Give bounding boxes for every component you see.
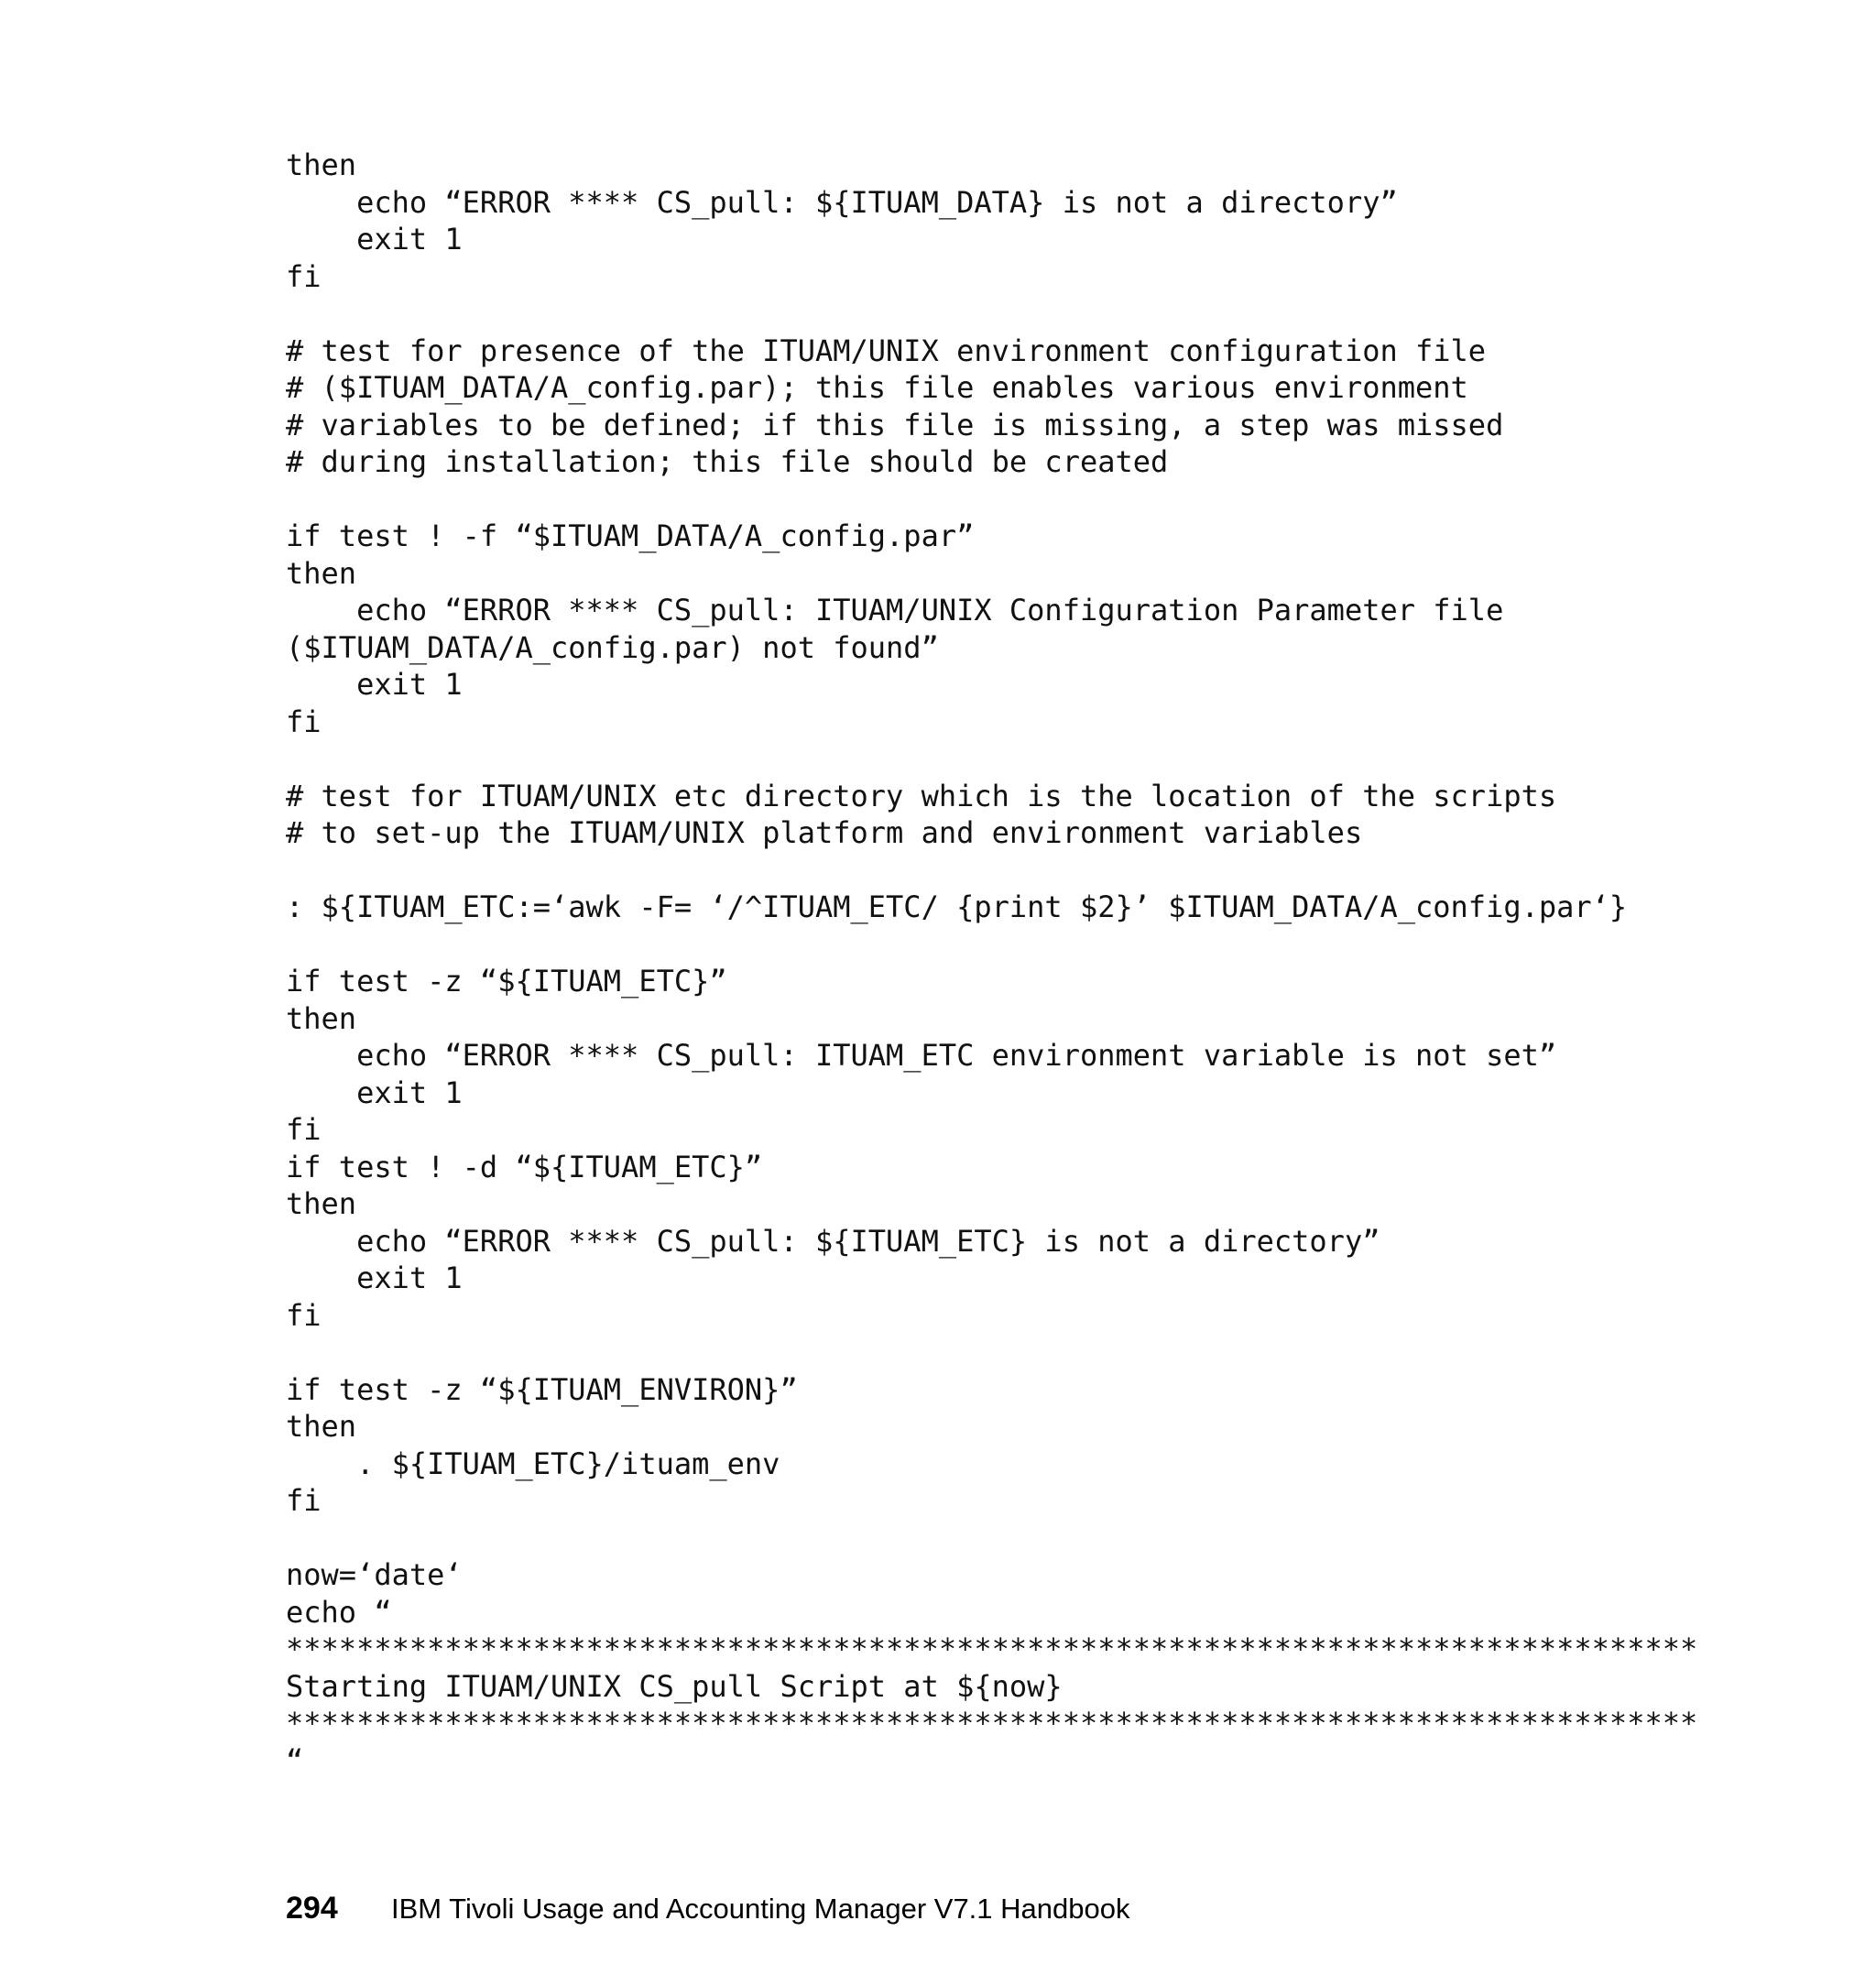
code-line: echo “ERROR **** CS_pull: ${ITUAM_DATA} is not a directory” (286, 184, 1398, 220)
code-line (286, 740, 1568, 778)
code-line: # test for presence of the ITUAM/UNIX environment configuration file (286, 333, 1487, 368)
code-line: # ($ITUAM_DATA/A_config.par); this file enables various environment (286, 370, 1468, 405)
code-line (286, 481, 1568, 518)
code-line: fi (286, 1297, 322, 1333)
code-line: fi (286, 1112, 322, 1147)
code-line: then (286, 1000, 357, 1036)
code-line: fi (286, 1483, 322, 1518)
code-line (286, 295, 1568, 333)
code-line: if test -z “${ITUAM_ETC}” (286, 964, 727, 998)
code-line: then (286, 1409, 357, 1444)
code-line: if test ! -f “$ITUAM_DATA/A_config.par” (286, 518, 975, 553)
code-line: ($ITUAM_DATA/A_config.par) not found” (286, 629, 939, 665)
code-line: : ${ITUAM_ETC:=‘awk -F= ‘/^ITUAM_ETC/ {print $2}’ $ITUAM_DATA/A_config.par‘} (286, 889, 1628, 924)
code-line: now=‘date‘ (286, 1557, 463, 1592)
code-line: then (286, 555, 357, 591)
code-line: fi (286, 258, 322, 294)
code-line: echo “ERROR **** CS_pull: ${ITUAM_ETC} is not a directory” (286, 1223, 1380, 1259)
code-line: echo “ERROR **** CS_pull: ITUAM/UNIX Configuration Parameter file (286, 593, 1504, 627)
code-line: echo “ (286, 1594, 392, 1630)
code-line: exit 1 (286, 222, 463, 256)
code-listing (286, 147, 1698, 1779)
code-line: # variables to be defined; if this file is missing, a step was missed (286, 407, 1504, 442)
code-line: # test for ITUAM/UNIX etc directory which is the location of the scripts (286, 778, 1557, 813)
code-line: ******************************************************************************** (286, 1706, 1698, 1740)
code-line: exit 1 (286, 1075, 463, 1110)
code-line: “ (286, 1742, 304, 1778)
code-line: fi (286, 704, 322, 739)
code-line: then (286, 147, 357, 182)
page-number: 294 (286, 1891, 338, 1926)
code-line (286, 852, 1568, 889)
code-line: # to set-up the ITUAM/UNIX platform and environment variables (286, 815, 1363, 850)
code-line: # during installation; this file should be created (286, 444, 1169, 479)
code-line: Starting ITUAM/UNIX CS_pull Script at ${now} (286, 1668, 1063, 1704)
code-line: . ${ITUAM_ETC}/ituam_env (286, 1446, 780, 1481)
code-line: ******************************************************************************** (286, 1631, 1698, 1666)
code-line: echo “ERROR **** CS_pull: ITUAM_ETC environment variable is not set” (286, 1038, 1557, 1073)
code-line (286, 1520, 1568, 1557)
code-line: exit 1 (286, 1260, 463, 1295)
code-line: if test -z “${ITUAM_ENVIRON}” (286, 1371, 798, 1407)
code-line (286, 1334, 1568, 1371)
code-line: then (286, 1186, 357, 1221)
code-line (286, 926, 1568, 964)
code-line: exit 1 (286, 667, 463, 702)
book-title: IBM Tivoli Usage and Accounting Manager V7.1 Handbook (391, 1893, 1130, 1925)
code-line: if test ! -d “${ITUAM_ETC}” (286, 1149, 763, 1184)
page-footer (286, 1891, 1129, 1933)
